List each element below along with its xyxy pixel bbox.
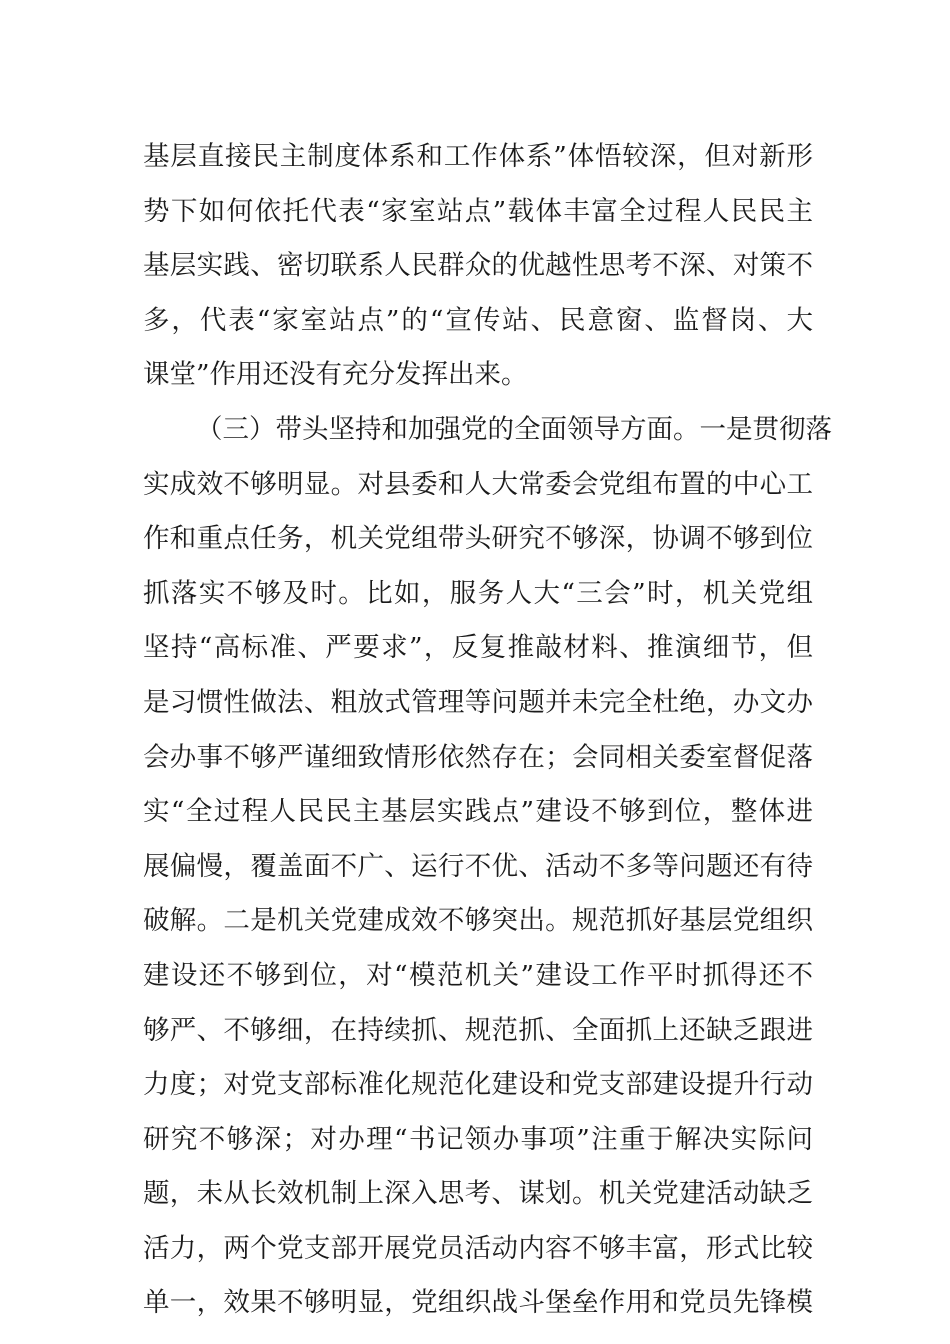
text-line: 实“全过程人民民主基层实践点”建设不够到位，整体进: [143, 796, 813, 828]
text-line: 坚持“高标准、严要求”，反复推敲材料、推演细节，但: [143, 632, 813, 664]
text-line: 研究不够深；对办理“书记领办事项”注重于解决实际问: [143, 1123, 813, 1155]
section-heading-line: （三）带头坚持和加强党的全面领导方面。一是贯彻落: [196, 413, 832, 445]
text-line: 多，代表“家室站点”的“宣传站、民意窗、监督岗、大: [143, 304, 813, 336]
text-line: 抓落实不够及时。比如，服务人大“三会”时，机关党组: [143, 577, 813, 609]
text-line: 实成效不够明显。对县委和人大常委会党组布置的中心工: [143, 468, 813, 500]
text-line: 作和重点任务，机关党组带头研究不够深，协调不够到位: [143, 523, 813, 555]
text-line: 够严、不够细，在持续抓、规范抓、全面抓上还缺乏跟进: [143, 1014, 813, 1046]
text-line: 力度；对党支部标准化规范化建设和党支部建设提升行动: [143, 1069, 813, 1101]
text-line: 建设还不够到位，对“模范机关”建设工作平时抓得还不: [143, 959, 813, 991]
text-line: 题，未从长效机制上深入思考、谋划。机关党建活动缺乏: [143, 1178, 813, 1210]
text-line: 基层实践、密切联系人民群众的优越性思考不深、对策不: [143, 250, 813, 282]
text-line: 活力，两个党支部开展党员活动内容不够丰富，形式比较: [143, 1232, 813, 1264]
text-line: 会办事不够严谨细致情形依然存在；会同相关委室督促落: [143, 741, 813, 773]
paragraph-end-line: 课堂”作用还没有充分发挥出来。: [143, 359, 528, 391]
text-line: 单一，效果不够明显，党组织战斗堡垒作用和党员先锋模: [143, 1287, 813, 1319]
text-line: 是习惯性做法、粗放式管理等问题并未完全杜绝，办文办: [143, 686, 813, 718]
body-text: [143, 130, 832, 1331]
text-line: 展偏慢，覆盖面不广、运行不优、活动不多等问题还有待: [143, 850, 813, 882]
text-line: 基层直接民主制度体系和工作体系”体悟较深，但对新形: [143, 141, 813, 172]
text-line: 势下如何依托代表“家室站点”载体丰富全过程人民民主: [143, 195, 813, 227]
text-line: 破解。二是机关党建成效不够突出。规范抓好基层党组织: [143, 905, 813, 937]
